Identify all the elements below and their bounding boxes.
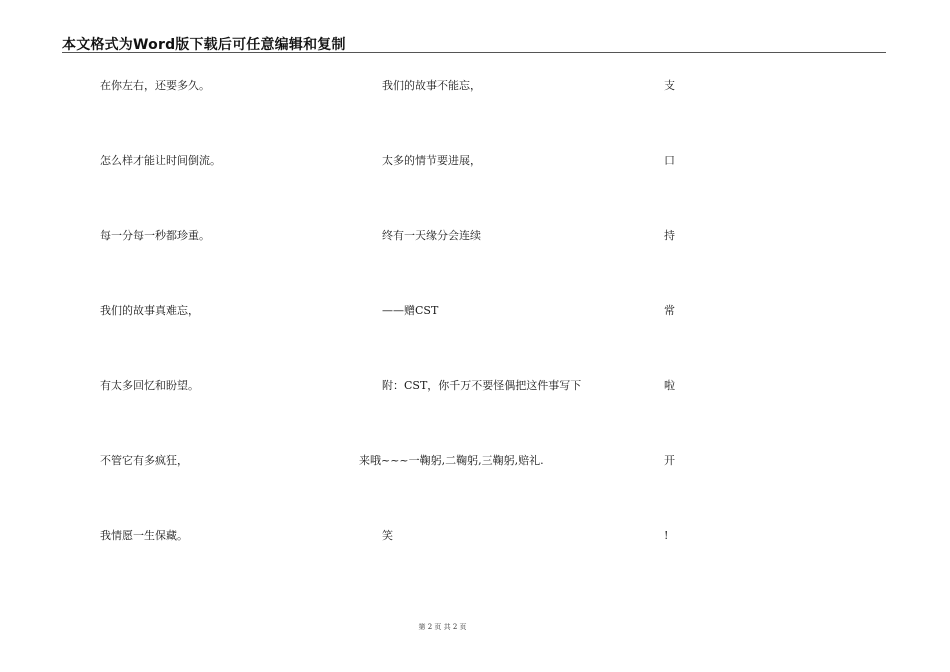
right-line-4: 常 <box>664 304 675 317</box>
right-line-3: 持 <box>664 229 675 242</box>
middle-line-3: 终有一天缘分会连续 <box>382 229 481 242</box>
right-line-1: 支 <box>664 79 675 92</box>
left-line-3: 每一分每一秒都珍重。 <box>100 229 210 242</box>
middle-line-7: 笑 <box>382 529 393 542</box>
left-line-5: 有太多回忆和盼望。 <box>100 379 199 392</box>
right-line-6: 开 <box>664 454 675 467</box>
document-header-title: 本文格式为Word版下载后可任意编辑和复制 <box>62 37 346 53</box>
left-line-6: 不管它有多疯狂， <box>100 454 188 467</box>
page-number-footer: 第 2 页 共 2 页 <box>418 623 467 631</box>
right-line-5: 啦 <box>664 379 675 392</box>
left-line-4: 我们的故事真难忘， <box>100 304 199 317</box>
right-line-7: ! <box>664 529 669 542</box>
right-line-2: 口 <box>664 154 675 167</box>
middle-line-6: 来哦~~~一鞠躬,二鞠躬,三鞠躬,赔礼. <box>359 454 544 467</box>
left-line-1: 在你左右，还要多久。 <box>100 79 210 92</box>
header-divider <box>62 52 886 53</box>
middle-line-2: 太多的情节要进展， <box>382 154 481 167</box>
middle-line-1: 我们的故事不能忘， <box>382 79 481 92</box>
left-line-2: 怎么样才能让时间倒流。 <box>100 154 221 167</box>
middle-line-4: ——赠CST <box>382 304 439 317</box>
middle-line-5: 附：CST，你千万不要怪偶把这件事写下 <box>382 379 582 392</box>
left-line-7: 我情愿一生保藏。 <box>100 529 188 542</box>
